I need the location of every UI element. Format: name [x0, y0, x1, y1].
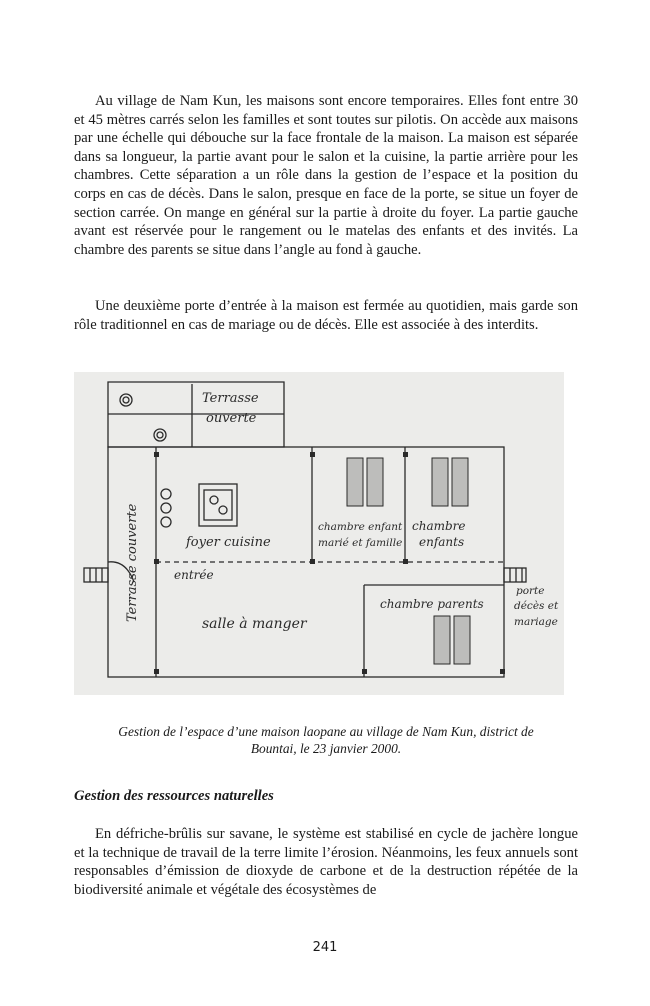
label-foyer-cuisine: foyer cuisine: [186, 535, 271, 550]
label-chambre-parents: chambre parents: [380, 597, 484, 611]
section-heading: Gestion des ressources naturelles: [74, 788, 274, 804]
mattress-icon: [434, 616, 450, 664]
label-salle-a-manger: salle à manger: [202, 616, 307, 632]
caption-line: Bountai, le 23 janvier 2000.: [250, 741, 402, 756]
house-plan-sketch: [74, 372, 564, 695]
body-paragraph: En défriche-brûlis sur savane, le système est stabilisé en cycle de jachère longue et la technique de travail de la terre limite l’érosion. Néanmoins, les feux annuels sont responsables d’émission de dioxyde de carbone et de la destruction répétée de la biodiversité animale et végétale des écosystèmes de: [74, 826, 578, 898]
label-deces-et: décès et: [514, 600, 559, 612]
pot-icon: [161, 489, 171, 499]
label-marie-famille: marié et famille: [318, 537, 403, 549]
label-entree: entrée: [174, 568, 214, 582]
house-plan-figure: [74, 372, 564, 695]
label-enfants: enfants: [419, 535, 465, 549]
label-terrasse-couverte: Terrasse couverte: [125, 503, 140, 622]
pot-icon: [120, 394, 132, 406]
pot-icon: [123, 397, 129, 403]
caption-line: Gestion de l’espace d’une maison laopane au village de Nam Kun, district de: [118, 724, 534, 739]
label-chambre: chambre: [412, 519, 466, 533]
figure-caption: [74, 723, 578, 757]
body-paragraph: Au village de Nam Kun, les maisons sont encore temporaires. Elles font entre 30 et 45 mètres carrés selon les familles et sont toutes sur pilotis. On accède aux maisons par une échelle qui débouche sur la face frontale de la maison. La maison est séparée dans sa longueur, la partie avant pour le salon et la cuisine, la partie arrière pour les chambres. Cette séparation a un rôle dans la gestion de l’espace et la position du corps en cas de décès. Dans le salon, presque en face de la porte, se situe un foyer de section carrée. On mange en général sur la partie à droite du foyer. La partie gauche avant est réservée pour le rangement ou le matelas des enfants et des invités. La chambre des parents se situe dans l’angle au fond à gauche.: [74, 93, 578, 258]
pot-icon: [161, 503, 171, 513]
hearth-pot: [210, 496, 218, 504]
label-ouverte: ouverte: [206, 411, 257, 426]
hearth-pot: [219, 506, 227, 514]
mattress-icon: [432, 458, 448, 506]
body-paragraph: Une deuxième porte d’entrée à la maison est fermée au quotidien, mais garde son rôle traditionnel en cas de mariage ou de décès. Elle est associée à des interdits.: [74, 298, 578, 333]
label-porte: porte: [516, 585, 545, 597]
back-ladder: [504, 568, 526, 582]
mattress-icon: [347, 458, 363, 506]
mattress-icon: [454, 616, 470, 664]
mattress-icon: [452, 458, 468, 506]
page-number: 241: [312, 940, 338, 955]
pot-icon: [154, 429, 166, 441]
hearth-inner: [204, 490, 232, 520]
pot-icon: [161, 517, 171, 527]
label-chambre-enfant: chambre enfant: [318, 521, 403, 533]
pot-icon: [157, 432, 163, 438]
label-mariage: mariage: [514, 616, 558, 628]
label-terrasse: Terrasse: [202, 391, 259, 406]
mattress-icon: [367, 458, 383, 506]
